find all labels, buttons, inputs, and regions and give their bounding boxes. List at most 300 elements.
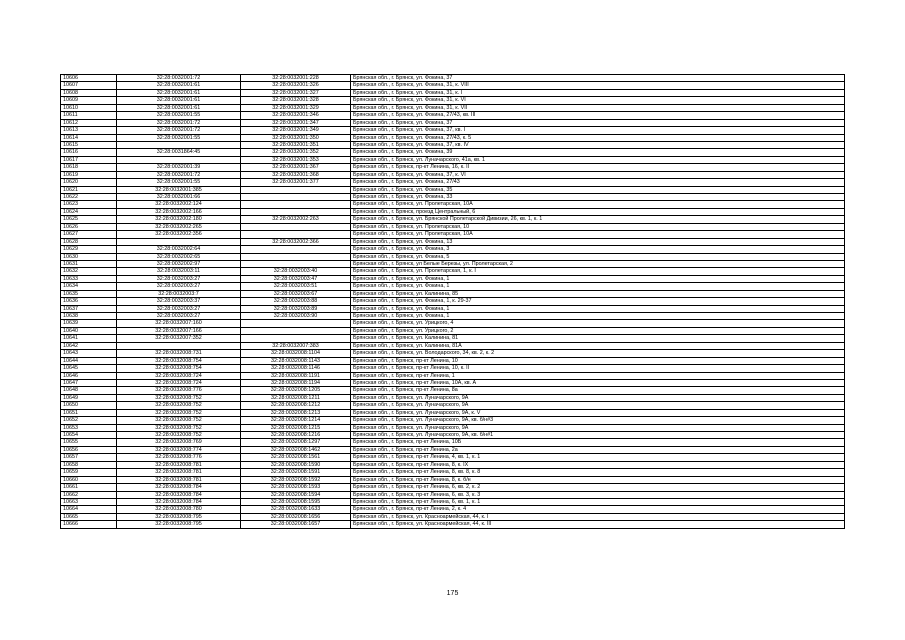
- table-row: [61, 290, 845, 297]
- table-row: [61, 97, 845, 104]
- object-cadastral-number-cell: 32:28:0032001:351: [241, 141, 351, 148]
- table-row: [61, 275, 845, 282]
- land-cadastral-number-cell: 32:28:0032008:731: [117, 350, 241, 357]
- land-cadastral-number-cell: 32:28:0032002:180: [117, 216, 241, 223]
- address-cell: Брянская обл., г. Брянск, ул. Фокина, 27/43, кв. III: [351, 112, 845, 119]
- table-row: [61, 350, 845, 357]
- object-cadastral-number-cell: 32:28:0032008:1297: [241, 439, 351, 446]
- table-row: [61, 498, 845, 505]
- object-cadastral-number-cell: 32:28:0032008:1561: [241, 454, 351, 461]
- land-cadastral-number-cell: 32:28:0032001:385: [117, 186, 241, 193]
- object-cadastral-number-cell: 32:28:0032008:1214: [241, 417, 351, 424]
- land-cadastral-number-cell: 32:28:0032007:352: [117, 335, 241, 342]
- row-number-cell: 10618: [61, 164, 117, 171]
- table-row: [61, 194, 845, 201]
- row-number-cell: 10626: [61, 223, 117, 230]
- land-cadastral-number-cell: 32:28:0032008:774: [117, 446, 241, 453]
- object-cadastral-number-cell: 32:28:0032001:228: [241, 75, 351, 82]
- row-number-cell: 10606: [61, 75, 117, 82]
- address-cell: Брянская обл., г. Брянск, ул. Фокина, 1: [351, 305, 845, 312]
- object-cadastral-number-cell: 32:28:0032008:1146: [241, 365, 351, 372]
- land-cadastral-number-cell: 32:28:0032001:61: [117, 97, 241, 104]
- row-number-cell: 10665: [61, 513, 117, 520]
- table-row: [61, 313, 845, 320]
- address-cell: Брянская обл., г. Брянск, ул. Фокина, 13: [351, 238, 845, 245]
- table-row: [61, 446, 845, 453]
- address-cell: Брянская обл., г. Брянск, ул. Брянской Пролетарской Дивизии, 26, кв. 1, к. 1: [351, 216, 845, 223]
- table-body: [61, 75, 845, 529]
- address-cell: Брянская обл., г. Брянск, ул. Фокина, 1: [351, 275, 845, 282]
- address-cell: Брянская обл., г. Брянск, ул. Фокина, 37, кв. IV: [351, 141, 845, 148]
- table-row: [61, 357, 845, 364]
- row-number-cell: 10641: [61, 335, 117, 342]
- address-cell: Брянская обл., г. Брянск, пр-кт Ленина, 16, к. II: [351, 164, 845, 171]
- object-cadastral-number-cell: 32:28:0032001:347: [241, 119, 351, 126]
- address-cell: Брянская обл., г. Брянск, ул. Калинина, 81А: [351, 342, 845, 349]
- row-number-cell: 10611: [61, 112, 117, 119]
- object-cadastral-number-cell: 32:28:0032008:1211: [241, 394, 351, 401]
- table-row: [61, 432, 845, 439]
- land-cadastral-number-cell: 32:28:0032008:752: [117, 409, 241, 416]
- table-row: [61, 491, 845, 498]
- address-cell: Брянская обл., г. Брянск, ул. Фокина, 27/43, к. 5: [351, 134, 845, 141]
- row-number-cell: 10645: [61, 365, 117, 372]
- address-cell: Брянская обл., г. Брянск, пр-кт Ленина, 8, кв. 8, к. 8: [351, 469, 845, 476]
- table-row: [61, 387, 845, 394]
- object-cadastral-number-cell: [241, 201, 351, 208]
- row-number-cell: 10653: [61, 424, 117, 431]
- table-row: [61, 394, 845, 401]
- address-cell: Брянская обл., г. Брянск, ул. Луначарского, 9А, кв. б/н#1: [351, 432, 845, 439]
- row-number-cell: 10634: [61, 283, 117, 290]
- land-cadastral-number-cell: 32:28:0032001:61: [117, 89, 241, 96]
- address-cell: Брянская обл., г. Брянск, ул. Фокина, 31, к. VIII: [351, 82, 845, 89]
- row-number-cell: 10648: [61, 387, 117, 394]
- address-cell: Брянская обл., г. Брянск, ул. Урицкого, 4: [351, 320, 845, 327]
- address-cell: Брянская обл., г. Брянск, пр-кт Ленина, 10: [351, 357, 845, 364]
- object-cadastral-number-cell: [241, 223, 351, 230]
- table-row: [61, 484, 845, 491]
- object-cadastral-number-cell: [241, 186, 351, 193]
- land-cadastral-number-cell: [117, 141, 241, 148]
- table-row: [61, 201, 845, 208]
- address-cell: Брянская обл., г. Брянск, ул. Володарского, 34, кв. 2, к. 2: [351, 350, 845, 357]
- table-row: [61, 246, 845, 253]
- land-cadastral-number-cell: 32:28:0032001:55: [117, 112, 241, 119]
- land-cadastral-number-cell: [117, 156, 241, 163]
- land-cadastral-number-cell: 32:28:0032008:784: [117, 484, 241, 491]
- address-cell: Брянская обл., г. Брянск, пр-кт Ленина, 8, к. IX: [351, 461, 845, 468]
- row-number-cell: 10632: [61, 268, 117, 275]
- row-number-cell: 10608: [61, 89, 117, 96]
- address-cell: Брянская обл., г. Брянск, ул. Фокина, 31, к. VI: [351, 97, 845, 104]
- land-cadastral-number-cell: 32:28:0032008:776: [117, 387, 241, 394]
- object-cadastral-number-cell: 32:28:0032008:1590: [241, 461, 351, 468]
- table-row: [61, 89, 845, 96]
- object-cadastral-number-cell: 32:28:0032008:1593: [241, 484, 351, 491]
- address-cell: Брянская обл., г. Брянск, ул. Пролетарская, 1, к. I: [351, 268, 845, 275]
- table-row: [61, 268, 845, 275]
- address-cell: Брянская обл., г. Брянск, ул. Пролетарская, 10А: [351, 201, 845, 208]
- object-cadastral-number-cell: 32:28:0032001:377: [241, 179, 351, 186]
- address-cell: Брянская обл., г. Брянск, пр-кт Ленина, 10Б: [351, 439, 845, 446]
- address-cell: Брянская обл., г. Брянск, ул. Фокина, 39: [351, 149, 845, 156]
- table-row: [61, 439, 845, 446]
- row-number-cell: 10666: [61, 521, 117, 528]
- address-cell: Брянская обл., г. Брянск, ул. Пролетарская, 10: [351, 223, 845, 230]
- land-cadastral-number-cell: 32:28:0032002:124: [117, 201, 241, 208]
- object-cadastral-number-cell: 32:28:0032008:1194: [241, 379, 351, 386]
- object-cadastral-number-cell: 32:28:0032001:346: [241, 112, 351, 119]
- land-cadastral-number-cell: 32:28:0032008:784: [117, 491, 241, 498]
- address-cell: Брянская обл., г. Брянск, ул. Калинина, 85: [351, 290, 845, 297]
- address-cell: Брянская обл., г. Брянск, ул. Фокина, 37, кв. I: [351, 127, 845, 134]
- row-number-cell: 10617: [61, 156, 117, 163]
- table-row: [61, 104, 845, 111]
- object-cadastral-number-cell: [241, 208, 351, 215]
- land-cadastral-number-cell: 32:28:0032001:55: [117, 134, 241, 141]
- row-number-cell: 10636: [61, 298, 117, 305]
- table-row: [61, 82, 845, 89]
- address-cell: Брянская обл., г. Брянск, ул. Луначарского, 9А: [351, 402, 845, 409]
- land-cadastral-number-cell: 32:28:0032002:97: [117, 260, 241, 267]
- object-cadastral-number-cell: [241, 335, 351, 342]
- land-cadastral-number-cell: 32:28:0032002:356: [117, 231, 241, 238]
- row-number-cell: 10640: [61, 327, 117, 334]
- table-row: [61, 469, 845, 476]
- land-cadastral-number-cell: 32:28:0032001:72: [117, 119, 241, 126]
- row-number-cell: 10664: [61, 506, 117, 513]
- table-row: [61, 379, 845, 386]
- land-cadastral-number-cell: 32:28:0032008:752: [117, 432, 241, 439]
- address-cell: Брянская обл., г. Брянск, ул. Красноармейская, 44, к. I: [351, 513, 845, 520]
- land-cadastral-number-cell: 32:28:0032001:72: [117, 127, 241, 134]
- land-cadastral-number-cell: 32:28:0032003:27: [117, 305, 241, 312]
- object-cadastral-number-cell: 32:28:0032008:1462: [241, 446, 351, 453]
- object-cadastral-number-cell: 32:28:0032001:367: [241, 164, 351, 171]
- land-cadastral-number-cell: 32:28:0032003:27: [117, 283, 241, 290]
- address-cell: Брянская обл., г. Брянск, ул. Фокина, 37: [351, 119, 845, 126]
- address-cell: Брянская обл., г. Брянск, ул. Луначарского, 9А, кв. б/н#3: [351, 417, 845, 424]
- land-cadastral-number-cell: 32:28:0032002:166: [117, 208, 241, 215]
- row-number-cell: 10619: [61, 171, 117, 178]
- land-cadastral-number-cell: 32:28:0032008:752: [117, 402, 241, 409]
- land-cadastral-number-cell: 32:28:0032001:61: [117, 104, 241, 111]
- row-number-cell: 10620: [61, 179, 117, 186]
- row-number-cell: 10658: [61, 461, 117, 468]
- land-cadastral-number-cell: 32:28:0032003:27: [117, 313, 241, 320]
- land-cadastral-number-cell: 32:28:0032008:781: [117, 469, 241, 476]
- row-number-cell: 10627: [61, 231, 117, 238]
- address-cell: Брянская обл., г. Брянск, ул. Фокина, 27/43: [351, 179, 845, 186]
- row-number-cell: 10649: [61, 394, 117, 401]
- address-cell: Брянская обл., г. Брянск, ул. Красноармейская, 44, к. III: [351, 521, 845, 528]
- row-number-cell: 10660: [61, 476, 117, 483]
- row-number-cell: 10628: [61, 238, 117, 245]
- row-number-cell: 10659: [61, 469, 117, 476]
- land-cadastral-number-cell: 32:28:0032002:265: [117, 223, 241, 230]
- address-cell: Брянская обл., г. Брянск, пр-кт Ленина, 6, кв. 2, к. 2: [351, 484, 845, 491]
- address-cell: Брянская обл., г. Брянск, ул. Луначарского, 9А, к. V: [351, 409, 845, 416]
- object-cadastral-number-cell: [241, 253, 351, 260]
- land-cadastral-number-cell: 32:28:0031864:45: [117, 149, 241, 156]
- address-cell: Брянская обл., г. Брянск, пр-кт Ленина, 6, кв. 3, к. 3: [351, 491, 845, 498]
- table-row: [61, 342, 845, 349]
- object-cadastral-number-cell: 32:28:0032008:1633: [241, 506, 351, 513]
- table-row: [61, 253, 845, 260]
- row-number-cell: 10652: [61, 417, 117, 424]
- table-row: [61, 365, 845, 372]
- table-row: [61, 521, 845, 528]
- address-cell: Брянская обл., г. Брянск, ул. Фокина, 31, к. I: [351, 89, 845, 96]
- table-row: [61, 134, 845, 141]
- object-cadastral-number-cell: 32:28:0032008:1594: [241, 491, 351, 498]
- row-number-cell: 10621: [61, 186, 117, 193]
- address-cell: Брянская обл., г. Брянск, ул. Фокина, 1: [351, 313, 845, 320]
- land-cadastral-number-cell: 32:28:0032008:752: [117, 394, 241, 401]
- land-cadastral-number-cell: 32:28:0032008:781: [117, 476, 241, 483]
- object-cadastral-number-cell: 32:28:0032008:1656: [241, 513, 351, 520]
- object-cadastral-number-cell: 32:28:0032002:366: [241, 238, 351, 245]
- land-cadastral-number-cell: 32:28:0032007:166: [117, 327, 241, 334]
- table-row: [61, 402, 845, 409]
- address-cell: Брянская обл., г. Брянск, пр-кт Ленина, 2а: [351, 446, 845, 453]
- row-number-cell: 10622: [61, 194, 117, 201]
- object-cadastral-number-cell: 32:28:0032001:352: [241, 149, 351, 156]
- object-cadastral-number-cell: [241, 327, 351, 334]
- address-cell: Брянская обл., г. Брянск, ул. Фокина, 37: [351, 75, 845, 82]
- address-cell: Брянская обл., г. Брянск, ул Белые Березы, ул. Пролетарская, 2: [351, 260, 845, 267]
- land-cadastral-number-cell: 32:28:0032001:72: [117, 75, 241, 82]
- table-row: [61, 461, 845, 468]
- table-row: [61, 179, 845, 186]
- row-number-cell: 10651: [61, 409, 117, 416]
- land-cadastral-number-cell: 32:28:0032002:65: [117, 253, 241, 260]
- object-cadastral-number-cell: 32:28:0032001:353: [241, 156, 351, 163]
- table-row: [61, 476, 845, 483]
- land-cadastral-number-cell: 32:28:0032001:72: [117, 171, 241, 178]
- table-row: [61, 305, 845, 312]
- object-cadastral-number-cell: 32:28:0032008:1595: [241, 498, 351, 505]
- table-row: [61, 372, 845, 379]
- object-cadastral-number-cell: 32:28:0032002:263: [241, 216, 351, 223]
- row-number-cell: 10647: [61, 379, 117, 386]
- object-cadastral-number-cell: 32:28:0032003:40: [241, 268, 351, 275]
- table-row: [61, 208, 845, 215]
- address-cell: Брянская обл., г. Брянск, ул. Урицкого, 2: [351, 327, 845, 334]
- row-number-cell: 10637: [61, 305, 117, 312]
- table-row: [61, 424, 845, 431]
- table-row: [61, 164, 845, 171]
- row-number-cell: 10635: [61, 290, 117, 297]
- land-cadastral-number-cell: 32:28:0032003:37: [117, 298, 241, 305]
- object-cadastral-number-cell: 32:28:0032008:1216: [241, 432, 351, 439]
- row-number-cell: 10607: [61, 82, 117, 89]
- address-cell: Брянская обл., г. Брянск, ул. Луначарского, 9А: [351, 394, 845, 401]
- object-cadastral-number-cell: 32:28:0032001:368: [241, 171, 351, 178]
- object-cadastral-number-cell: 32:28:0032001:349: [241, 127, 351, 134]
- land-cadastral-number-cell: 32:28:0032008:752: [117, 424, 241, 431]
- row-number-cell: 10656: [61, 446, 117, 453]
- row-number-cell: 10657: [61, 454, 117, 461]
- land-cadastral-number-cell: 32:28:0032003:11: [117, 268, 241, 275]
- land-cadastral-number-cell: 32:28:0032008:795: [117, 513, 241, 520]
- row-number-cell: 10661: [61, 484, 117, 491]
- row-number-cell: 10629: [61, 246, 117, 253]
- address-cell: Брянская обл., г. Брянск, ул. Фокина, 3: [351, 246, 845, 253]
- object-cadastral-number-cell: 32:28:0032008:1104: [241, 350, 351, 357]
- table-row: [61, 156, 845, 163]
- row-number-cell: 10625: [61, 216, 117, 223]
- address-cell: Брянская обл., г. Брянск, ул. Фокина, 1: [351, 283, 845, 290]
- land-cadastral-number-cell: [117, 238, 241, 245]
- row-number-cell: 10638: [61, 313, 117, 320]
- table-row: [61, 231, 845, 238]
- land-cadastral-number-cell: 32:28:0032008:754: [117, 365, 241, 372]
- table-row: [61, 141, 845, 148]
- table-row: [61, 127, 845, 134]
- object-cadastral-number-cell: 32:28:0032008:1205: [241, 387, 351, 394]
- object-cadastral-number-cell: 32:28:0032008:1657: [241, 521, 351, 528]
- object-cadastral-number-cell: 32:28:0032008:1213: [241, 409, 351, 416]
- row-number-cell: 10624: [61, 208, 117, 215]
- registry-table: [60, 74, 845, 529]
- object-cadastral-number-cell: [241, 194, 351, 201]
- row-number-cell: 10642: [61, 342, 117, 349]
- row-number-cell: 10655: [61, 439, 117, 446]
- row-number-cell: 10616: [61, 149, 117, 156]
- table-row: [61, 506, 845, 513]
- land-cadastral-number-cell: 32:28:0032001:66: [117, 194, 241, 201]
- object-cadastral-number-cell: 32:28:0032003:90: [241, 313, 351, 320]
- row-number-cell: 10643: [61, 350, 117, 357]
- table-row: [61, 409, 845, 416]
- land-cadastral-number-cell: 32:28:0032008:780: [117, 506, 241, 513]
- land-cadastral-number-cell: 32:28:0032001:39: [117, 164, 241, 171]
- table-row: [61, 238, 845, 245]
- address-cell: Брянская обл., г. Брянск, пр-кт Ленина, 10, к. II: [351, 365, 845, 372]
- row-number-cell: 10644: [61, 357, 117, 364]
- object-cadastral-number-cell: 32:28:0032008:1191: [241, 372, 351, 379]
- address-cell: Брянская обл., г. Брянск, пр-кт Ленина, 6, кв. 1, к. 1: [351, 498, 845, 505]
- table-row: [61, 283, 845, 290]
- table-row: [61, 513, 845, 520]
- land-cadastral-number-cell: [117, 342, 241, 349]
- table-row: [61, 223, 845, 230]
- address-cell: Брянская обл., г. Брянск, пр-кт Ленина, 2, к. 4: [351, 506, 845, 513]
- row-number-cell: 10614: [61, 134, 117, 141]
- row-number-cell: 10623: [61, 201, 117, 208]
- row-number-cell: 10639: [61, 320, 117, 327]
- table-row: [61, 327, 845, 334]
- address-cell: Брянская обл., г. Брянск, пр-кт Ленина, 1: [351, 372, 845, 379]
- object-cadastral-number-cell: [241, 231, 351, 238]
- table-row: [61, 298, 845, 305]
- address-cell: Брянская обл., г. Брянск, пр-кт Ленина, 8а: [351, 387, 845, 394]
- row-number-cell: 10633: [61, 275, 117, 282]
- table-row: [61, 260, 845, 267]
- object-cadastral-number-cell: 32:28:0032003:88: [241, 298, 351, 305]
- row-number-cell: 10630: [61, 253, 117, 260]
- address-cell: Брянская обл., г. Брянск, пр-кт Ленина, 8, к. б/н: [351, 476, 845, 483]
- page-number: 175: [446, 590, 459, 597]
- address-cell: Брянская обл., г. Брянск, ул. Фокина, 37, к. VI: [351, 171, 845, 178]
- land-cadastral-number-cell: 32:28:0032002:64: [117, 246, 241, 253]
- object-cadastral-number-cell: 32:28:0032001:350: [241, 134, 351, 141]
- land-cadastral-number-cell: 32:28:0032001:55: [117, 179, 241, 186]
- table-row: [61, 112, 845, 119]
- land-cadastral-number-cell: 32:28:0032003:7: [117, 290, 241, 297]
- land-cadastral-number-cell: 32:28:0032008:769: [117, 439, 241, 446]
- table-row: [61, 171, 845, 178]
- object-cadastral-number-cell: 32:28:0032003:89: [241, 305, 351, 312]
- object-cadastral-number-cell: 32:28:0032008:1591: [241, 469, 351, 476]
- table-row: [61, 454, 845, 461]
- land-cadastral-number-cell: 32:28:0032008:784: [117, 498, 241, 505]
- object-cadastral-number-cell: 32:28:0032001:326: [241, 82, 351, 89]
- row-number-cell: 10650: [61, 402, 117, 409]
- object-cadastral-number-cell: [241, 246, 351, 253]
- object-cadastral-number-cell: 32:28:0032008:1212: [241, 402, 351, 409]
- table-row: [61, 335, 845, 342]
- row-number-cell: 10615: [61, 141, 117, 148]
- land-cadastral-number-cell: 32:28:0032008:776: [117, 454, 241, 461]
- table-row: [61, 119, 845, 126]
- object-cadastral-number-cell: 32:28:0032003:51: [241, 283, 351, 290]
- object-cadastral-number-cell: 32:28:0032001:328: [241, 97, 351, 104]
- object-cadastral-number-cell: [241, 320, 351, 327]
- row-number-cell: 10654: [61, 432, 117, 439]
- object-cadastral-number-cell: 32:28:0032001:329: [241, 104, 351, 111]
- row-number-cell: 10663: [61, 498, 117, 505]
- address-cell: Брянская обл., г. Брянск, ул. Луначарского, 41а, кв. 1: [351, 156, 845, 163]
- address-cell: Брянская обл., г. Брянск, ул. Фокина, 5: [351, 253, 845, 260]
- row-number-cell: 10612: [61, 119, 117, 126]
- row-number-cell: 10646: [61, 372, 117, 379]
- address-cell: Брянская обл., г. Брянск, ул. Луначарского, 9А: [351, 424, 845, 431]
- land-cadastral-number-cell: 32:28:0032008:781: [117, 461, 241, 468]
- object-cadastral-number-cell: 32:28:0032001:327: [241, 89, 351, 96]
- object-cadastral-number-cell: 32:28:0032008:1143: [241, 357, 351, 364]
- table-row: [61, 186, 845, 193]
- address-cell: Брянская обл., г. Брянск, ул. Пролетарская, 10А: [351, 231, 845, 238]
- address-cell: Брянская обл., г. Брянск, ул. Фокина, 31, к. VII: [351, 104, 845, 111]
- object-cadastral-number-cell: [241, 260, 351, 267]
- address-cell: Брянская обл., г. Брянск, пр-кт Ленина, 4, кв. 1, к. 1: [351, 454, 845, 461]
- table-row: [61, 75, 845, 82]
- address-cell: Брянская обл., г. Брянск, ул. Калинина, 81: [351, 335, 845, 342]
- address-cell: Брянская обл., г. Брянск, ул. Фокина, 1, к. 29-37: [351, 298, 845, 305]
- row-number-cell: 10662: [61, 491, 117, 498]
- table-row: [61, 149, 845, 156]
- address-cell: Брянская обл., г. Брянск, ул. Фокина, 35: [351, 186, 845, 193]
- object-cadastral-number-cell: 32:28:0032003:47: [241, 275, 351, 282]
- row-number-cell: 10631: [61, 260, 117, 267]
- land-cadastral-number-cell: 32:28:0032008:724: [117, 379, 241, 386]
- land-cadastral-number-cell: 32:28:0032008:754: [117, 357, 241, 364]
- table-row: [61, 216, 845, 223]
- land-cadastral-number-cell: 32:28:0032008:795: [117, 521, 241, 528]
- address-cell: Брянская обл., г. Брянск, ул. Фокина, 33: [351, 194, 845, 201]
- land-cadastral-number-cell: 32:28:0032003:27: [117, 275, 241, 282]
- object-cadastral-number-cell: 32:28:0032008:1592: [241, 476, 351, 483]
- land-cadastral-number-cell: 32:28:0032001:61: [117, 82, 241, 89]
- row-number-cell: 10613: [61, 127, 117, 134]
- address-cell: Брянская обл., г. Брянск, проезд Центральный, 6: [351, 208, 845, 215]
- row-number-cell: 10610: [61, 104, 117, 111]
- row-number-cell: 10609: [61, 97, 117, 104]
- table-row: [61, 320, 845, 327]
